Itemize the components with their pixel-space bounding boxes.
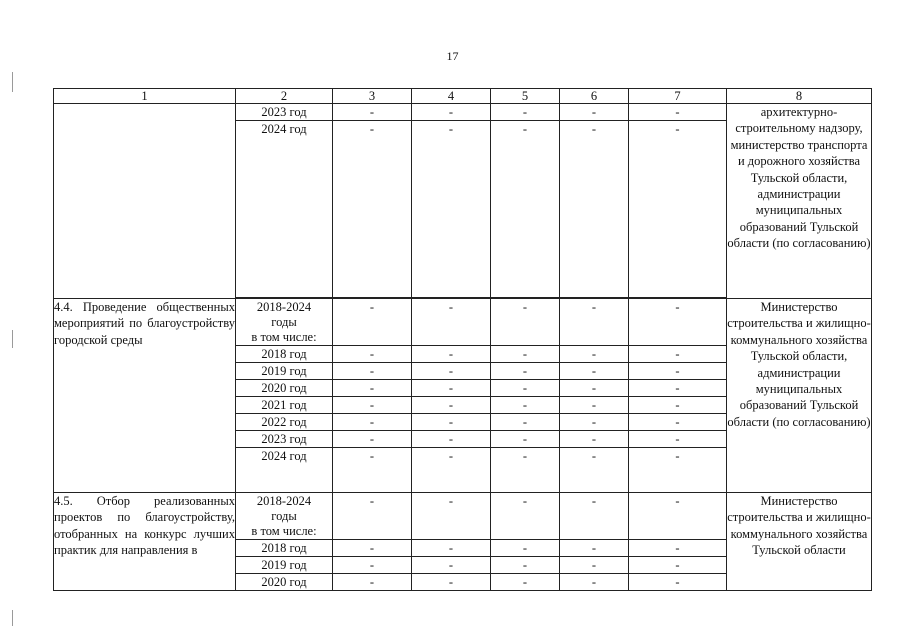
value-cell: -: [333, 557, 412, 574]
value-cell: -: [412, 414, 491, 431]
period-line: в том числе:: [251, 524, 317, 538]
period-cell: 2020 год: [236, 574, 333, 591]
value-cell: -: [629, 493, 727, 540]
value-cell: -: [491, 431, 560, 448]
period-total-cell: [236, 299, 333, 346]
value-cell: -: [412, 574, 491, 591]
value-cell: -: [629, 540, 727, 557]
value-cell: -: [491, 557, 560, 574]
value-cell: -: [333, 346, 412, 363]
program-activities-table: [53, 88, 872, 591]
value-cell: -: [333, 104, 412, 121]
scan-artifact-mark: [12, 72, 13, 92]
column-header-4: 4: [412, 89, 491, 104]
scan-artifact-mark: [12, 610, 13, 626]
value-cell: -: [412, 121, 491, 298]
value-cell: -: [412, 448, 491, 493]
value-cell: -: [491, 397, 560, 414]
value-cell: -: [333, 121, 412, 298]
value-cell: -: [560, 574, 629, 591]
value-cell: -: [629, 431, 727, 448]
period-cell: 2019 год: [236, 557, 333, 574]
document-sheet: [53, 88, 871, 591]
value-cell: -: [333, 431, 412, 448]
scan-artifact-mark: [12, 330, 13, 348]
column-header-7: 7: [629, 89, 727, 104]
column-header-1: 1: [54, 89, 236, 104]
activity-name-cell: 4.4. Проведение общественных мероприятий по благоустройству городской среды: [54, 299, 236, 493]
column-header-2: 2: [236, 89, 333, 104]
value-cell: -: [412, 431, 491, 448]
value-cell: -: [333, 380, 412, 397]
value-cell: -: [560, 557, 629, 574]
period-line: в том числе:: [251, 330, 317, 344]
value-cell: -: [629, 397, 727, 414]
value-cell: -: [629, 104, 727, 121]
value-cell: -: [491, 540, 560, 557]
value-cell: -: [412, 397, 491, 414]
value-cell: -: [629, 414, 727, 431]
period-line: 2018-2024: [256, 300, 312, 314]
value-cell: -: [560, 299, 629, 346]
value-cell: -: [333, 397, 412, 414]
value-cell: -: [491, 104, 560, 121]
value-cell: -: [491, 363, 560, 380]
value-cell: -: [629, 121, 727, 298]
value-cell: -: [333, 363, 412, 380]
responsible-executor-cell: Министерство строительства и жилищно-коммунального хозяйства Тульской области, администрации муниципальных образований Тульской области (по согласованию): [727, 299, 872, 493]
column-header-8: 8: [727, 89, 872, 104]
activity-name-cell: 4.5. Отбор реализованных проектов по благоустройству, отобранных на конкурс лучших практик для направления в: [54, 493, 236, 591]
table-row: [54, 493, 872, 540]
period-line: 2018-2024: [256, 494, 312, 508]
value-cell: -: [560, 104, 629, 121]
period-cell: 2024 год: [236, 448, 333, 493]
column-header-3: 3: [333, 89, 412, 104]
value-cell: -: [412, 493, 491, 540]
value-cell: -: [560, 414, 629, 431]
value-cell: -: [333, 493, 412, 540]
value-cell: -: [560, 448, 629, 493]
value-cell: -: [491, 493, 560, 540]
value-cell: -: [629, 557, 727, 574]
value-cell: -: [491, 448, 560, 493]
value-cell: -: [412, 346, 491, 363]
value-cell: -: [412, 104, 491, 121]
value-cell: -: [629, 380, 727, 397]
period-line: годы: [271, 509, 297, 523]
period-line: годы: [271, 315, 297, 329]
value-cell: -: [560, 397, 629, 414]
table-row: [54, 104, 872, 121]
period-cell: 2019 год: [236, 363, 333, 380]
period-cell: 2018 год: [236, 346, 333, 363]
value-cell: -: [491, 121, 560, 298]
column-header-5: 5: [491, 89, 560, 104]
value-cell: -: [560, 346, 629, 363]
value-cell: -: [491, 380, 560, 397]
page-number: 17: [446, 49, 459, 63]
period-cell: 2022 год: [236, 414, 333, 431]
value-cell: -: [629, 299, 727, 346]
value-cell: -: [491, 299, 560, 346]
period-cell: 2018 год: [236, 540, 333, 557]
value-cell: -: [412, 363, 491, 380]
value-cell: -: [491, 346, 560, 363]
value-cell: -: [560, 431, 629, 448]
value-cell: -: [560, 121, 629, 298]
period-cell: 2023 год: [236, 104, 333, 121]
value-cell: -: [412, 380, 491, 397]
period-cell: 2024 год: [236, 121, 333, 298]
responsible-executor-cell: архитектурно-строительному надзору, министерство транспорта и дорожного хозяйства Тульской области, администрации муниципальных образований Тульской области (по согласованию): [727, 104, 872, 299]
column-number-row: [54, 89, 872, 104]
value-cell: -: [333, 574, 412, 591]
value-cell: -: [560, 493, 629, 540]
table-row: [54, 299, 872, 346]
activity-name-cell: [54, 104, 236, 299]
period-cell: 2023 год: [236, 431, 333, 448]
column-header-6: 6: [560, 89, 629, 104]
value-cell: -: [629, 346, 727, 363]
value-cell: -: [629, 574, 727, 591]
period-total-cell: [236, 493, 333, 540]
value-cell: -: [412, 540, 491, 557]
value-cell: -: [629, 363, 727, 380]
value-cell: -: [412, 557, 491, 574]
value-cell: -: [491, 414, 560, 431]
value-cell: -: [333, 448, 412, 493]
value-cell: -: [560, 380, 629, 397]
value-cell: -: [412, 299, 491, 346]
value-cell: -: [333, 540, 412, 557]
value-cell: -: [333, 299, 412, 346]
responsible-executor-cell: Министерство строительства и жилищно-коммунального хозяйства Тульской области: [727, 493, 872, 591]
value-cell: -: [560, 363, 629, 380]
value-cell: -: [560, 540, 629, 557]
value-cell: -: [629, 448, 727, 493]
value-cell: -: [491, 574, 560, 591]
value-cell: -: [333, 414, 412, 431]
period-cell: 2021 год: [236, 397, 333, 414]
period-cell: 2020 год: [236, 380, 333, 397]
